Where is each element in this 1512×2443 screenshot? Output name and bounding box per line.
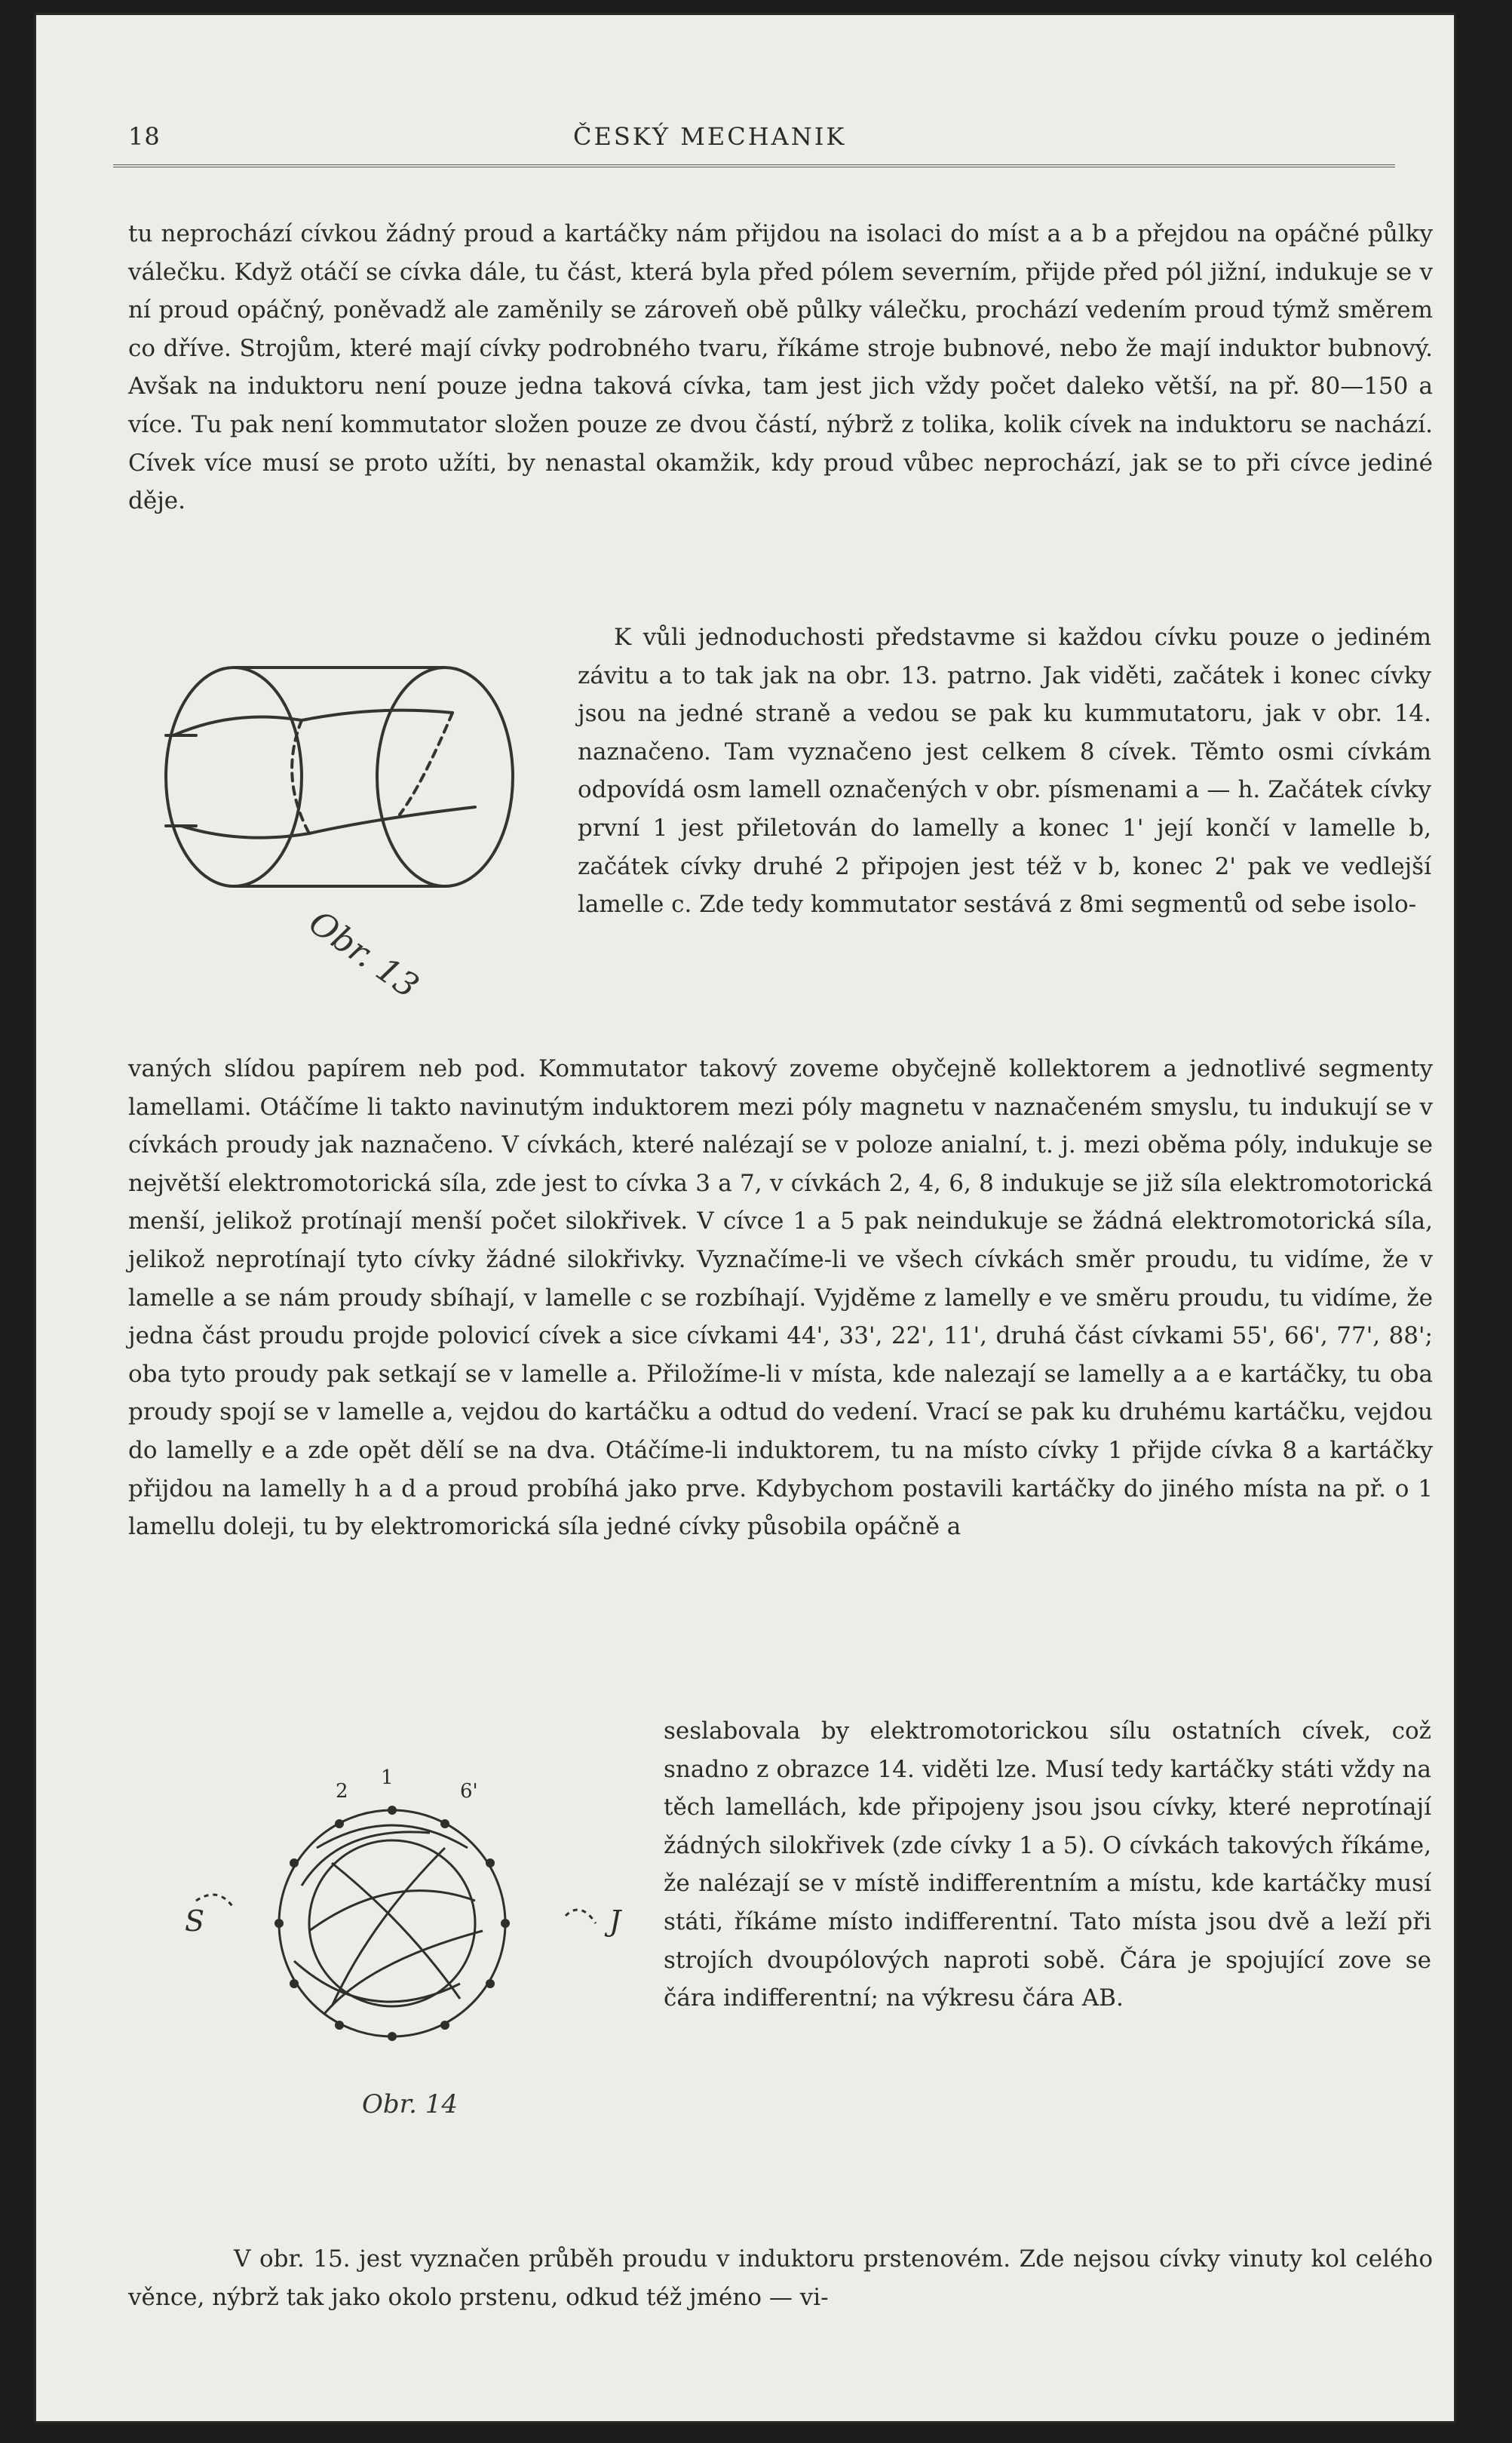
page-number: 18 — [128, 122, 161, 151]
paragraph-5: V obr. 15. jest vyznačen průběh proudu v induktoru prstenovém. Zde nejsou cívky vinuty kol celého věnce, nýbrž tak jako okolo prstenu, odkud též jméno — vi- — [128, 2245, 1433, 2311]
figure-13-caption: Obr. 13 — [302, 903, 426, 1006]
paragraph-4: seslabovala by elektromotorickou sílu ostatních cívek, což snadno z obrazce 14. viděti lze. Musí tedy kartáčky státi vždy na těch lamellách, kde připojeny jsou jsou cívky, které neprotínají žádných silokřivek (zde cívky 1 a 5). O cívkách takových říkáme, že nalézají se v místě indifferentním a místu, kde kartáčky musí státi, říkáme místo indifferentní. Tato místa jsou dvě a leží při strojích dvoupólových naproti sobě. Čára je spojující zove se čára indifferentní; na výkresu čára AB. — [664, 1717, 1431, 2012]
fig14-label-top-2: 2 — [336, 1780, 348, 1803]
fig14-right-pole-label: J — [609, 1904, 621, 1938]
paragraph-2: K vůli jednoduchosti představme si každou cívku pouze o jediném závitu a to tak jak na obr. 13. patrno. Jak viděti, začátek i konec cívky jsou na jedné straně a vedou se pak ku kummutatoru, jak v obr. 14. naznačeno. Tam vyznačeno jest celkem 8 cívek. Těmto osmi cívkám odpovídá osm lamell označených v obr. písmenami a — h. Začátek cívky první 1 jest přiletován do lamelly a konec 1' její končí v lamelle b, začátek cívky druhé 2 připojen jest též v b, konec 2' pak ve vedlejší lamelle c. Zde tedy kommutator sestává z 8mi segmentů od sebe isolo- — [578, 624, 1431, 919]
paragraph-3: vaných slídou papírem neb pod. Kommutator takový zoveme obyčejně kollektorem a jednotlivé segmenty lamellami. Otáčíme li takto navinutým induktorem mezi póly magnetu v naznačeném smyslu, tu indukují se v cívkách proudy jak naznačeno. V cívkách, které nalézají se v poloze anialní, t. j. mezi oběma póly, indukuje se největší elektromotorická síla, zde jest to cívka 3 a 7, v cívkách 2, 4, 6, 8 indukuje se již síla elektromotorická menší, jelikož protínají menší počet silokřivek. V cívce 1 a 5 pak neindukuje se žádná elektromotorická síla, jelikož neprotínají tyto cívky žádné silokřivky. Vyznačíme-li ve všech cívkách směr proudu, tu vidíme, že v lamelle a se nám proudy sbíhají, v lamelle c se rozbíhají. Vyjděme z lamelly e ve směru proudu, tu vidíme, že jedna část proudu projde polovicí cívek a sice cívkami 44', 33', 22', 11', druhá část cívkami 55', 66', 77', 88'; oba tyto proudy pak setkají se v lamelle a. Přiložíme-li v místa, kde nalezají se lamelly a a e kartáčky, tu oba proudy spojí se v lamelle a, vejdou do kartáčku a odtud do vedení. Vrací se pak ku druhému kartáčku, vejdou do lamelly e a zde opět dělí se na dva. Otáčíme-li induktorem, tu na místo cívky 1 přijde cívka 8 a kartáčky přijdou na lamelly h a d a proud probíhá jako prve. Kdybychom postavili kartáčky do jiného místa na př. o 1 lamellu doleji, tu by elektromorická síla jedné cívky působila opáčně a — [128, 1055, 1433, 1541]
fig14-label-top-6: 6' — [460, 1780, 478, 1803]
figure-14-winding-diagram — [143, 1735, 641, 2097]
fig14-left-pole-label: S — [185, 1904, 205, 1938]
paragraph-1: tu neprochází cívkou žádný proud a kartáčky nám přijdou na isolaci do míst a a b a přejdou na opáčné půlky válečku. Když otáčí se cívka dále, tu část, která byla před pólem severním, přijde před pól jižní, indukuje se v ní proud opáčný, poněvadž ale zaměnily se zároveň obě půlky válečku, prochází vedením proud týmž směrem co dříve. Strojům, které mají cívky podrobného tvaru, říkáme stroje bubnové, nebo že mají induktor bubnový. Avšak na induktoru není pouze jedna taková cívka, tam jest jich vždy počet daleko větší, na př. 80—150 a více. Tu pak není kommutator složen pouze ze dvou částí, nýbrž z tolika, kolik cívek na induktoru se nachází. Cívek více musí se proto užíti, by nenastal okamžik, kdy proud vůbec neprochází, jak se to při cívce jediné děje. — [128, 220, 1433, 515]
fig14-label-top-1: 1 — [381, 1766, 394, 1789]
figure-14-caption: Obr. 14 — [362, 2089, 459, 2119]
journal-title: ČESKÝ MECHANIK — [573, 122, 847, 151]
header-rule — [113, 164, 1395, 167]
